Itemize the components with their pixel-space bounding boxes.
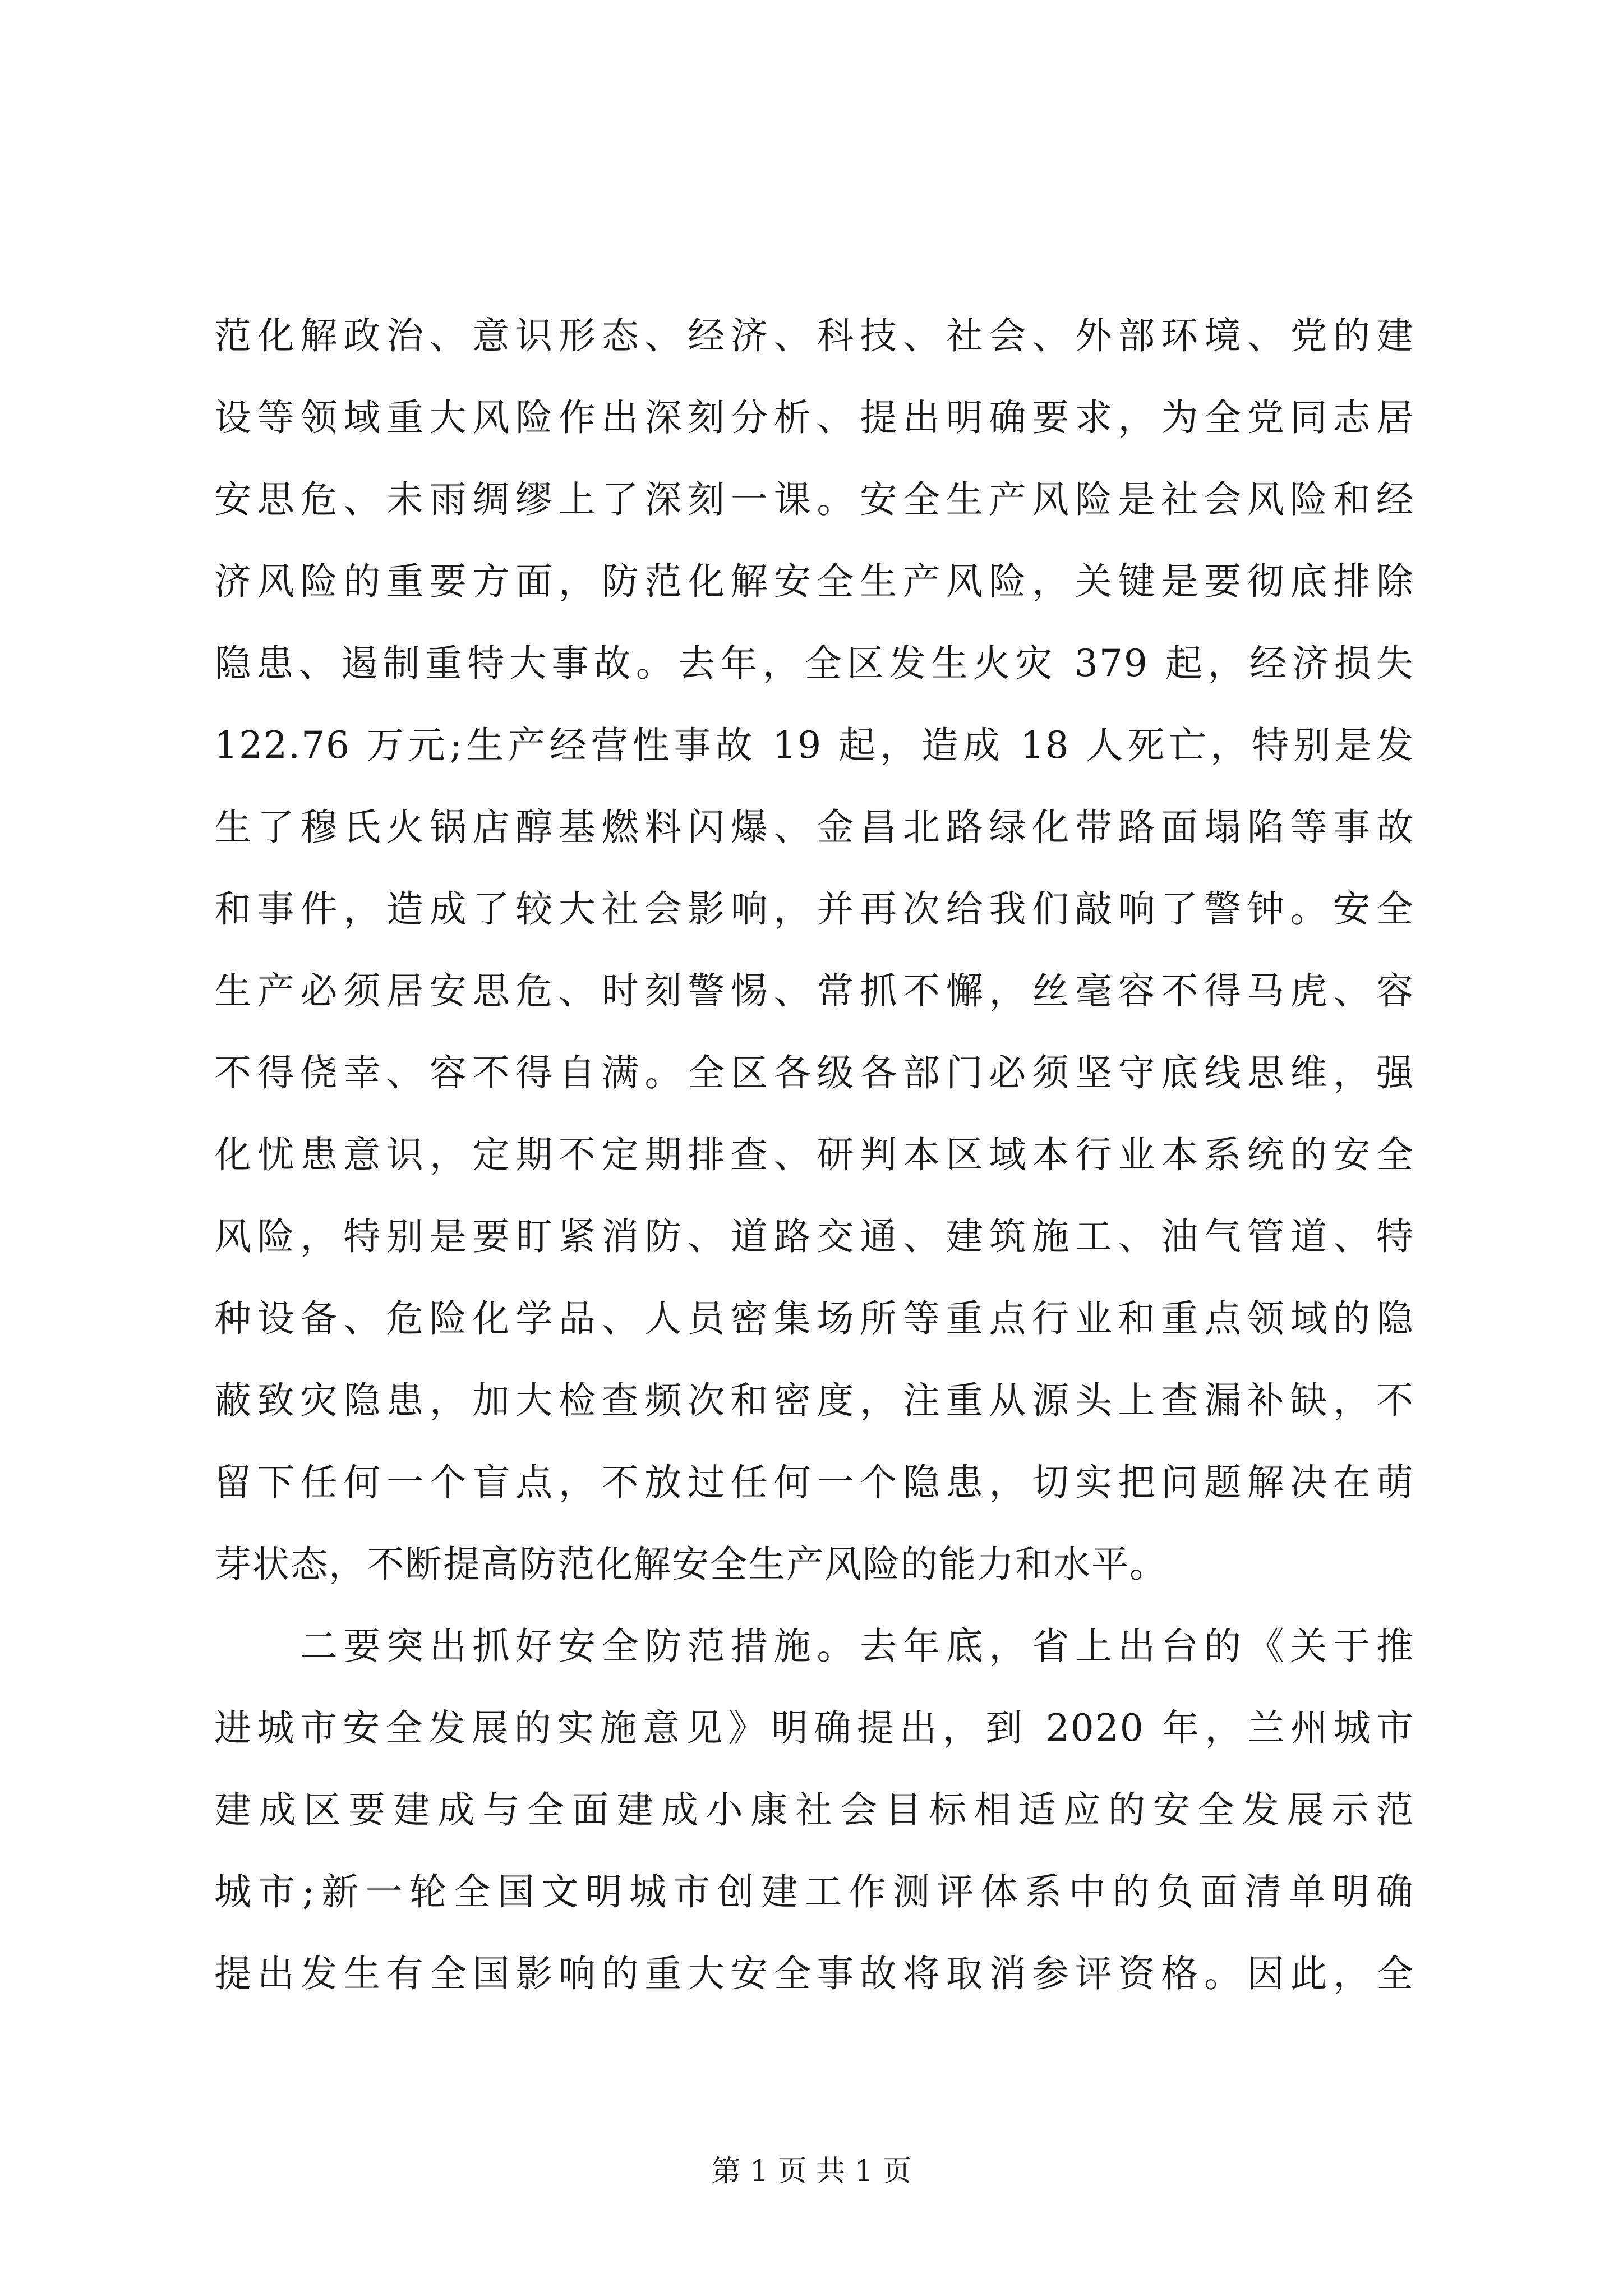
text-line: 二要突出抓好安全防范措施。去年底，省上出台的《关于推 bbox=[214, 1625, 1414, 1668]
text-line: 安思危、未雨绸缪上了深刻一课。安全生产风险是社会风险和经 bbox=[214, 478, 1414, 521]
paragraph-2 bbox=[214, 1605, 1414, 2015]
text-line: 种设备、危险化学品、人员密集场所等重点行业和重点领域的隐 bbox=[214, 1297, 1414, 1340]
text-line: 留下任何一个盲点，不放过任何一个隐患，切实把问题解决在萌 bbox=[214, 1461, 1414, 1504]
text-line: 不得侥幸、容不得自满。全区各级各部门必须坚守底线思维，强 bbox=[214, 1051, 1414, 1094]
text-line: 风险，特别是要盯紧消防、道路交通、建筑施工、油气管道、特 bbox=[214, 1215, 1414, 1258]
text-line: 隐患、遏制重特大事故。去年，全区发生火灾 379 起，经济损失 bbox=[214, 642, 1414, 685]
text-line: 蔽致灾隐患，加大检查频次和密度，注重从源头上查漏补缺，不 bbox=[214, 1379, 1414, 1422]
text-line: 化忧患意识，定期不定期排查、研判本区域本行业本系统的安全 bbox=[214, 1133, 1414, 1176]
page-number-footer: 第 1 页 共 1 页 bbox=[711, 2155, 912, 2188]
paragraph-1 bbox=[214, 295, 1414, 1605]
text-line: 城市;新一轮全国文明城市创建工作测评体系中的负面清单明确 bbox=[214, 1870, 1414, 1913]
text-line: 生了穆氏火锅店醇基燃料闪爆、金昌北路绿化带路面塌陷等事故 bbox=[214, 806, 1414, 849]
text-line: 和事件，造成了较大社会影响，并再次给我们敲响了警钟。安全 bbox=[214, 887, 1414, 931]
text-line: 设等领域重大风险作出深刻分析、提出明确要求，为全党同志居 bbox=[214, 396, 1414, 439]
text-line: 范化解政治、意识形态、经济、科技、社会、外部环境、党的建 bbox=[214, 314, 1414, 357]
text-line: 提出发生有全国影响的重大安全事故将取消参评资格。因此，全 bbox=[214, 1952, 1414, 1995]
document-body bbox=[214, 295, 1414, 2015]
text-line: 建成区要建成与全面建成小康社会目标相适应的安全发展示范 bbox=[214, 1788, 1414, 1832]
text-line: 生产必须居安思危、时刻警惕、常抓不懈，丝毫容不得马虎、容 bbox=[214, 969, 1414, 1013]
text-line: 济风险的重要方面，防范化解安全生产风险，关键是要彻底排除 bbox=[214, 560, 1414, 603]
text-line: 芽状态，不断提高防范化解安全生产风险的能力和水平。 bbox=[214, 1543, 1168, 1586]
text-line: 进城市安全发展的实施意见》明确提出，到 2020 年，兰州城市 bbox=[214, 1706, 1414, 1750]
text-line: 122.76 万元;生产经营性事故 19 起，造成 18 人死亡，特别是发 bbox=[214, 724, 1414, 767]
